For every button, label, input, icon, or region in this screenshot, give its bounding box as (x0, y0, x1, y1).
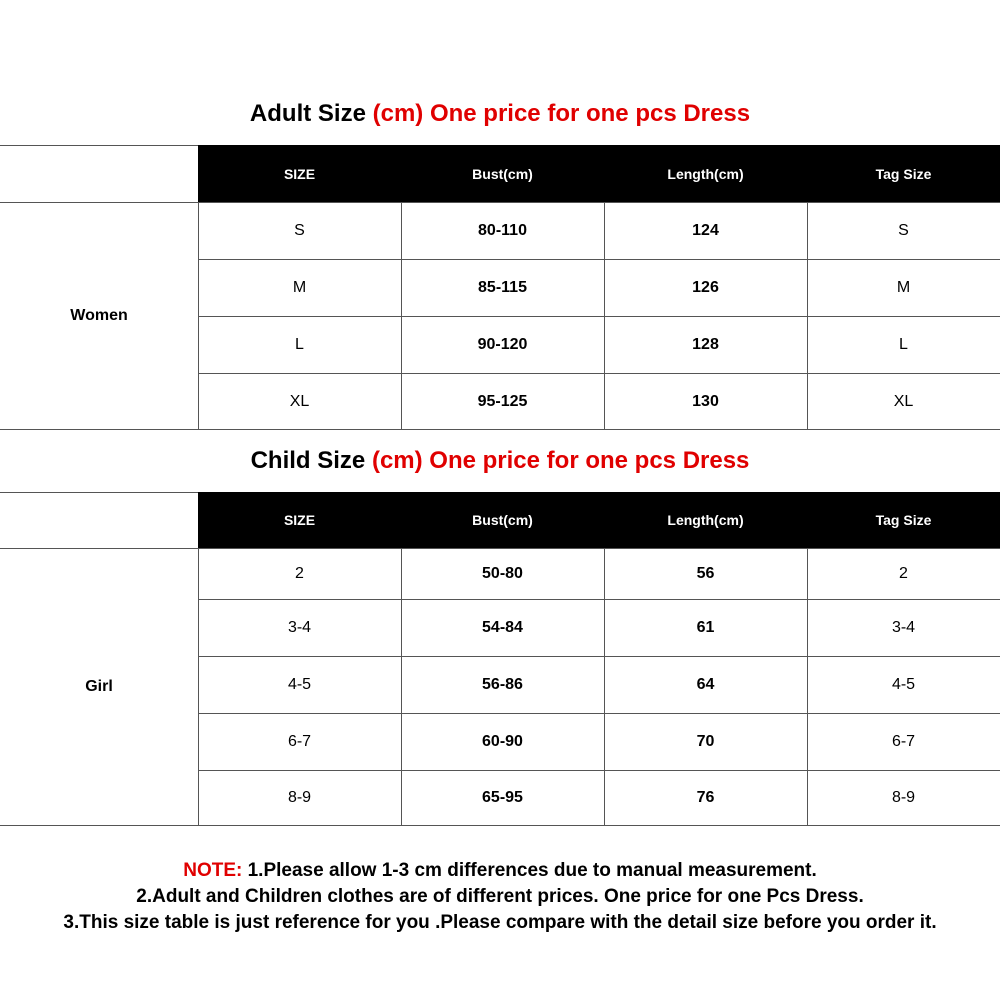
child-title-black: Child Size (250, 447, 366, 474)
table-cell: 76 (696, 789, 715, 806)
table-cell: 65-95 (482, 789, 523, 806)
table-cell: XL (289, 392, 310, 410)
table-cell: 3-4 (891, 618, 916, 636)
table-cell: 6-7 (891, 732, 916, 750)
table-cell: 95-125 (477, 392, 528, 410)
table-cell: 124 (692, 221, 719, 239)
note-label: NOTE: (183, 860, 243, 881)
table-header-row (198, 492, 1000, 548)
adult-size-title (0, 100, 1000, 128)
adult-title-black: Adult Size (249, 100, 366, 127)
adult-size-table (0, 145, 1000, 430)
table-cell: 56-86 (482, 675, 523, 693)
table-cell: M (292, 278, 307, 296)
table-cell: 90-120 (477, 335, 528, 353)
table-header-row (198, 145, 1000, 202)
table-cell: 54-84 (482, 618, 523, 636)
table-cell: 85-115 (478, 278, 527, 296)
header-cell: Bust(cm) (472, 165, 533, 182)
table-cell: 2 (899, 564, 908, 582)
table-cell: M (896, 278, 911, 296)
table-cell: 3-4 (287, 618, 312, 636)
table-cell: 56 (696, 564, 715, 582)
note-line-2: 2.Adult and Children clothes are of different prices. One price for one Pcs Dress. (136, 886, 864, 907)
table-cell: 4-5 (287, 675, 312, 693)
size-notes (0, 858, 1000, 936)
group-label: Girl (85, 678, 113, 695)
child-size-table (0, 492, 1000, 826)
header-cell: Length(cm) (667, 512, 744, 528)
header-cell: SIZE (283, 512, 316, 528)
note-line-3: 3.This size table is just reference for you .Please compare with the detail size before you order it. (63, 912, 937, 933)
table-cell: 8-9 (287, 789, 312, 806)
table-cell: S (294, 221, 305, 239)
table-cell: 61 (696, 618, 715, 636)
table-cell: 6-7 (287, 732, 312, 750)
child-size-title (0, 447, 1000, 475)
header-cell: Tag Size (875, 165, 932, 182)
table-cell: 2 (295, 564, 304, 582)
header-cell: Tag Size (875, 512, 932, 528)
note-line-1 (0, 858, 1000, 884)
table-cell: 8-9 (891, 789, 916, 806)
child-title-red: (cm) One price for one pcs Dress (371, 447, 750, 474)
table-cell: 64 (696, 675, 715, 693)
table-cell: XL (893, 392, 914, 410)
table-cell: L (899, 335, 908, 353)
table-cell: 50-80 (482, 564, 523, 582)
table-cell: 80-110 (478, 221, 527, 239)
header-cell: Bust(cm) (472, 512, 533, 528)
table-cell: 128 (692, 335, 719, 353)
adult-title-red: (cm) One price for one pcs Dress (372, 100, 751, 127)
header-cell: Length(cm) (667, 165, 744, 182)
table-cell: 126 (692, 278, 719, 296)
group-label: Women (70, 307, 128, 324)
header-cell: SIZE (283, 165, 316, 182)
table-cell: 70 (696, 732, 715, 750)
table-cell: S (898, 221, 909, 239)
table-cell: L (295, 335, 304, 353)
table-cell: 130 (692, 392, 719, 410)
note-line-1-text: 1.Please allow 1-3 cm differences due to manual measurement. (242, 860, 817, 881)
table-cell: 4-5 (891, 675, 916, 693)
table-cell: 60-90 (482, 732, 523, 750)
